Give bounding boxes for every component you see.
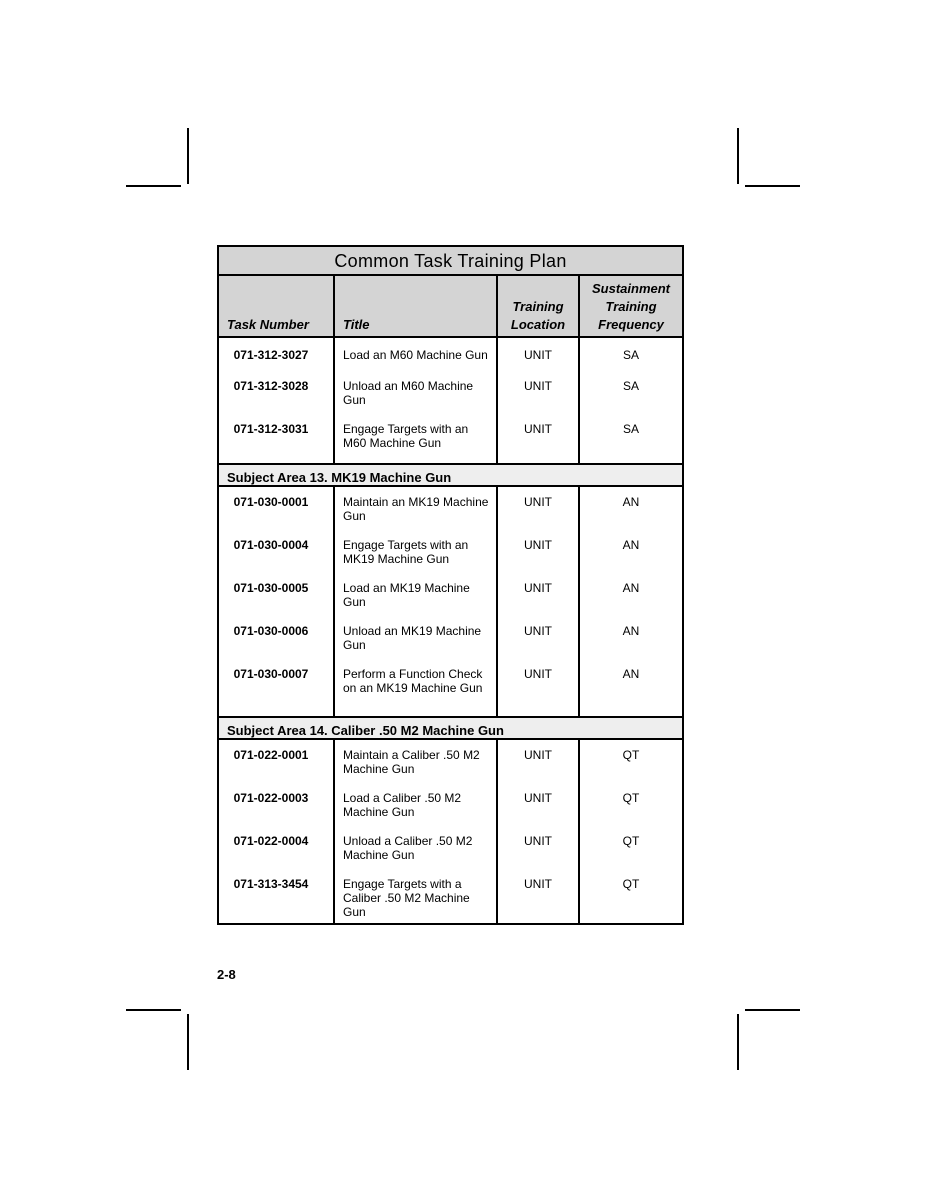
table-row [218,739,683,783]
training-location-cell: UNIT [497,369,579,412]
crop-mark-bottom-left-horizontal [126,1009,181,1011]
training-location-cell: UNIT [497,826,579,869]
subject-area-label: Subject Area 13. MK19 Machine Gun [218,464,683,486]
task-number-cell: 071-022-0001 [218,739,334,783]
sustainment-frequency-cell: AN [622,495,640,509]
table-row [218,659,683,717]
crop-mark-bottom-right-vertical [737,1014,739,1070]
task-title-cell: Load an MK19 Machine Gun [334,573,497,616]
sustainment-frequency-cell: QT [622,748,640,762]
task-title-cell: Engage Targets with a Caliber .50 M2 Machine Gun [334,869,497,924]
task-title-cell: Load an M60 Machine Gun [334,337,497,369]
subject-area-row [218,464,683,486]
header-training-location: Training Location [497,275,579,337]
crop-mark-top-left-vertical [187,128,189,184]
crop-mark-top-right-vertical [737,128,739,184]
crop-mark-top-left-horizontal [126,185,181,187]
sustainment-frequency-cell: AN [622,667,640,681]
task-title-cell: Engage Targets with an MK19 Machine Gun [334,530,497,573]
table-row [218,486,683,530]
task-title-cell: Engage Targets with an M60 Machine Gun [334,412,497,464]
training-location-cell: UNIT [497,412,579,464]
sustainment-frequency-cell: AN [622,624,640,638]
sustainment-frequency-cell: AN [622,538,640,552]
sustainment-frequency-cell: SA [623,348,640,362]
subject-area-label: Subject Area 14. Caliber .50 M2 Machine Gun [218,717,683,739]
table-row [218,369,683,412]
task-number-cell: 071-030-0004 [218,530,334,573]
training-location-cell: UNIT [497,659,579,717]
sustainment-frequency-cell: SA [623,422,640,436]
crop-mark-bottom-right-horizontal [745,1009,800,1011]
sustainment-frequency-cell: SA [623,379,640,393]
sustainment-frequency-cell: QT [622,877,640,891]
table-body [218,337,683,924]
task-number-cell: 071-022-0003 [218,783,334,826]
header-title: Title [334,275,497,337]
table-row [218,616,683,659]
table-row [218,869,683,924]
table-row [218,573,683,616]
table-row [218,337,683,369]
task-number-cell: 071-312-3027 [218,337,334,369]
sustainment-frequency-cell: QT [622,791,640,805]
page-number: 2-8 [217,967,236,982]
task-title-cell: Perform a Function Check on an MK19 Machine Gun [334,659,497,717]
table-row [218,783,683,826]
sustainment-frequency-cell: QT [622,834,640,848]
task-number-cell: 071-030-0007 [218,659,334,717]
training-location-cell: UNIT [497,573,579,616]
task-title-cell: Maintain an MK19 Machine Gun [334,486,497,530]
training-location-cell: UNIT [497,739,579,783]
training-location-cell: UNIT [497,337,579,369]
task-title-cell: Unload an M60 Machine Gun [334,369,497,412]
training-location-cell: UNIT [497,530,579,573]
table-row [218,826,683,869]
training-location-cell: UNIT [497,616,579,659]
sustainment-frequency-cell: AN [622,581,640,595]
task-title-cell: Unload a Caliber .50 M2 Machine Gun [334,826,497,869]
task-title-cell: Maintain a Caliber .50 M2 Machine Gun [334,739,497,783]
crop-mark-bottom-left-vertical [187,1014,189,1070]
header-sustainment-frequency: Sustainment Training Frequency [579,275,683,337]
task-number-cell: 071-312-3028 [218,369,334,412]
training-location-cell: UNIT [497,486,579,530]
training-location-cell: UNIT [497,869,579,924]
header-task-number: Task Number [218,275,334,337]
task-title-cell: Unload an MK19 Machine Gun [334,616,497,659]
training-location-cell: UNIT [497,783,579,826]
task-title-cell: Load a Caliber .50 M2 Machine Gun [334,783,497,826]
task-number-cell: 071-030-0001 [218,486,334,530]
crop-mark-top-right-horizontal [745,185,800,187]
header-row [218,275,683,337]
task-number-cell: 071-030-0006 [218,616,334,659]
table-row [218,530,683,573]
task-number-cell: 071-022-0004 [218,826,334,869]
table-row [218,412,683,464]
training-plan-table [217,245,684,925]
task-number-cell: 071-312-3031 [218,412,334,464]
task-number-cell: 071-030-0005 [218,573,334,616]
task-number-cell: 071-313-3454 [218,869,334,924]
table-title: Common Task Training Plan [218,246,683,275]
subject-area-row [218,717,683,739]
